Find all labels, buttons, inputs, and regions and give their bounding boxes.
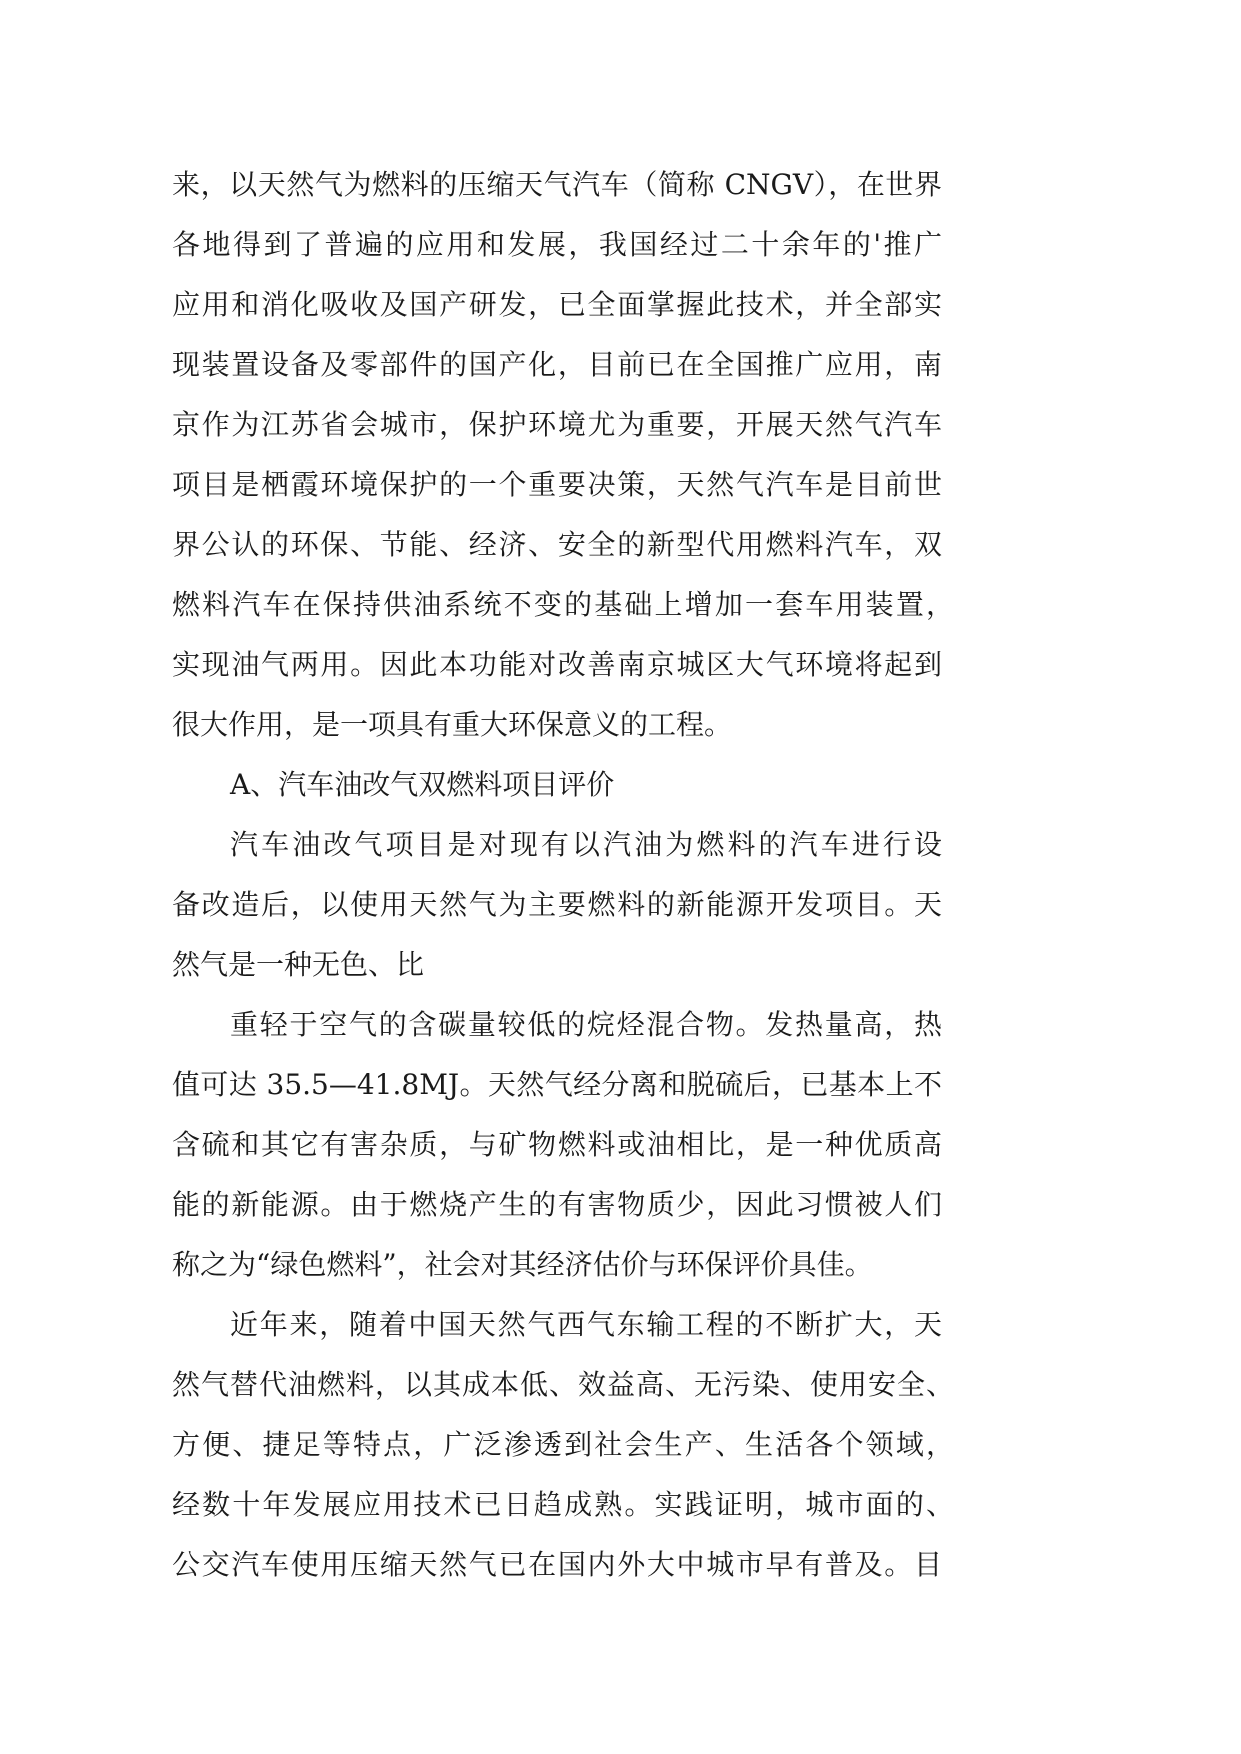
text-line: 值可达 35.5—41.8MJ。天然气经分离和脱硫后，已基本上不	[172, 1068, 942, 1101]
paragraph	[172, 995, 942, 1295]
text-line: 界公认的环保、节能、经济、安全的新型代用燃料汽车，双	[172, 528, 942, 561]
text-line: 项目是栖霞环境保护的一个重要决策，天然气汽车是目前世	[172, 468, 942, 501]
text-line: 公交汽车使用压缩天然气已在国内外大中城市早有普及。目	[172, 1548, 942, 1581]
text-line: 方便、捷足等特点，广泛渗透到社会生产、生活各个领域，	[172, 1428, 954, 1461]
paragraph	[172, 1295, 954, 1595]
text-line: A、汽车油改气双燃料项目评价	[230, 768, 615, 801]
text-line: 现装置设备及零部件的国产化，目前已在全国推广应用，南	[172, 348, 942, 381]
text-line: 称之为“绿色燃料”，社会对其经济估价与环保评价具佳。	[172, 1248, 873, 1281]
text-line: 汽车油改气项目是对现有以汽油为燃料的汽车进行设	[230, 828, 942, 861]
text-line: 能的新能源。由于燃烧产生的有害物质少，因此习惯被人们	[172, 1188, 942, 1221]
text-line: 来，以天然气为燃料的压缩天气汽车（简称 CNGV），在世界	[172, 168, 942, 201]
paragraph	[172, 815, 942, 995]
text-line: 应用和消化吸收及国产研发，已全面掌握此技术，并全部实	[172, 288, 942, 321]
text-line: 含硫和其它有害杂质，与矿物燃料或油相比，是一种优质高	[172, 1128, 942, 1161]
text-line: 重轻于空气的含碳量较低的烷烃混合物。发热量高，热	[230, 1008, 942, 1041]
section-heading	[172, 755, 942, 815]
text-line: 各地得到了普遍的应用和发展，我国经过二十余年的'推广	[172, 228, 942, 261]
text-line: 然气替代油燃料，以其成本低、效益高、无污染、使用安全、	[172, 1368, 954, 1401]
text-line: 经数十年发展应用技术已日趋成熟。实践证明，城市面的、	[172, 1488, 954, 1521]
paragraph	[172, 155, 954, 755]
text-line: 备改造后，以使用天然气为主要燃料的新能源开发项目。天	[172, 888, 942, 921]
text-line: 很大作用，是一项具有重大环保意义的工程。	[172, 708, 733, 741]
text-line: 燃料汽车在保持供油系统不变的基础上增加一套车用装置，	[172, 588, 954, 621]
text-line: 京作为江苏省会城市，保护环境尤为重要，开展天然气汽车	[172, 408, 942, 441]
text-line: 然气是一种无色、比	[172, 948, 425, 981]
text-line: 近年来，随着中国天然气西气东输工程的不断扩大，天	[230, 1308, 942, 1341]
text-line: 实现油气两用。因此本功能对改善南京城区大气环境将起到	[172, 648, 942, 681]
document-body	[172, 155, 954, 1595]
